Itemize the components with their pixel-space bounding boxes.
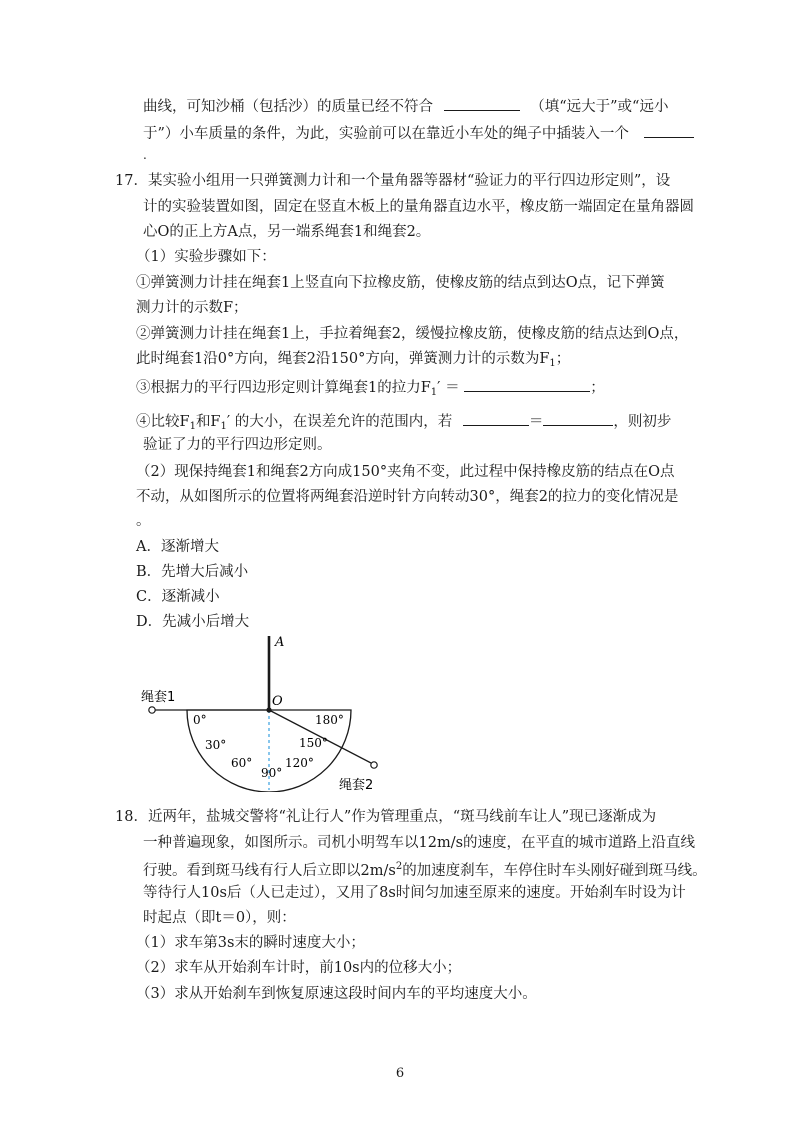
q18-part-3: （3）求从开始刹车到恢复原速这段时间内车的平均速度大小。 <box>136 986 537 1002</box>
knot-point <box>266 707 271 712</box>
angle-180: 180° <box>315 713 344 727</box>
angle-0: 0° <box>193 713 207 727</box>
question-number: 17． <box>115 173 148 189</box>
q18-line-4: 等待行人10s后（人已走过），又用了8s时间匀加速至原来的速度。开始刹车时设为计 <box>143 885 686 901</box>
q17-part-1-title: （1）实验步骤如下： <box>136 249 276 265</box>
q18-line-1: 18．近两年，盐城交警将“礼让行人”作为管理重点，“斑马线前车让人”现已逐渐成为 <box>115 809 657 825</box>
q17-part-2a: （2）现保持绳套1和绳套2方向成150°夹角不变，此过程中保持橡皮筋的结点在O点 <box>136 464 675 480</box>
q18-line-3: 行驶。看到斑马线有行人后立即以$2m/s^2$的加速度刹车，车停住时车头刚好碰到斑马线。 <box>143 861 707 879</box>
q17-step-2b: 此时绳套1沿0°方向，绳套2沿150°方向，弹簧测力计的示数为$F_1$； <box>136 351 571 369</box>
option-c[interactable]: C．逐渐减小 <box>136 589 220 605</box>
q17-line-3: 心O的正上方A点，另一端系绳套1和绳套2。 <box>143 224 431 240</box>
label-rope-2: 绳套2 <box>339 778 374 792</box>
rope-2-loop <box>371 762 377 768</box>
answer-blank[interactable] <box>464 377 590 392</box>
label-rope-1: 绳套1 <box>141 690 176 705</box>
page-number: 6 <box>395 1066 405 1081</box>
q18-line-2: 一种普遍现象，如图所示。司机小明驾车以12m/s的速度，在平直的城市道路上沿直线 <box>143 835 696 851</box>
option-a[interactable]: A．逐渐增大 <box>136 539 219 555</box>
question-number: 18． <box>115 809 148 825</box>
angle-90: 90° <box>261 766 283 780</box>
answer-blank[interactable] <box>463 411 529 426</box>
label-o: O <box>272 694 283 709</box>
q16-line-1: 曲线，可知沙桶（包括沙）的质量已经不符合 （填“远大于”或“远小 <box>143 96 668 116</box>
option-d[interactable]: D．先减小后增大 <box>136 614 250 630</box>
answer-blank[interactable] <box>644 123 694 138</box>
q17-step-1b: 测力计的示数F； <box>136 300 248 316</box>
label-a: A <box>275 635 285 650</box>
answer-blank[interactable] <box>444 96 520 111</box>
q18-line-5: 时起点（即t＝0），则： <box>143 910 296 926</box>
q16-line-2: 于”）小车质量的条件，为此，实验前可以在靠近小车处的绳子中插装入一个 <box>143 123 694 143</box>
protractor-figure <box>135 632 395 792</box>
q17-step-4: ④比较$F_1$和$F_1'$ 的大小，在误差允许的范围内，若 ＝ ，则初步 <box>136 411 671 436</box>
q17-line-2: 计的实验装置如图，固定在竖直木板上的量角器直边水平，橡皮筋一端固定在量角器圆 <box>143 199 694 215</box>
option-b[interactable]: B．先增大后减小 <box>136 564 249 580</box>
q18-part-1: （1）求车第3s末的瞬时速度大小； <box>136 935 365 951</box>
q16-line-3: . <box>143 148 147 162</box>
q17-step-1a: ①弹簧测力计挂在绳套1上竖直向下拉橡皮筋，使橡皮筋的结点到达O点，记下弹簧 <box>136 275 665 291</box>
q17-part-2c: 。 <box>136 513 151 529</box>
q17-step-3: ③根据力的平行四边形定则计算绳套1的拉力$F_1'$ ＝ ； <box>136 377 605 402</box>
rope-1-loop <box>149 707 155 713</box>
q18-part-2: （2）求车从开始刹车计时，前10s内的位移大小； <box>136 960 462 976</box>
angle-60: 60° <box>231 756 253 770</box>
answer-blank[interactable] <box>543 411 613 426</box>
angle-120: 120° <box>285 756 314 770</box>
angle-30: 30° <box>205 738 227 752</box>
q17-line-1: 17．某实验小组用一只弹簧测力计和一个量角器等器材“验证力的平行四边形定则”，设 <box>115 173 671 189</box>
q17-part-2b: 不动，从如图所示的位置将两绳套沿逆时针方向转动30°，绳套2的拉力的变化情况是 <box>136 489 679 505</box>
q17-step-2a: ②弹簧测力计挂在绳套1上，手拉着绳套2，缓慢拉橡皮筋，使橡皮筋的结点达到O点， <box>136 326 689 342</box>
angle-150: 150° <box>299 736 328 750</box>
q17-step-4b: 验证了力的平行四边形定则。 <box>143 437 332 453</box>
